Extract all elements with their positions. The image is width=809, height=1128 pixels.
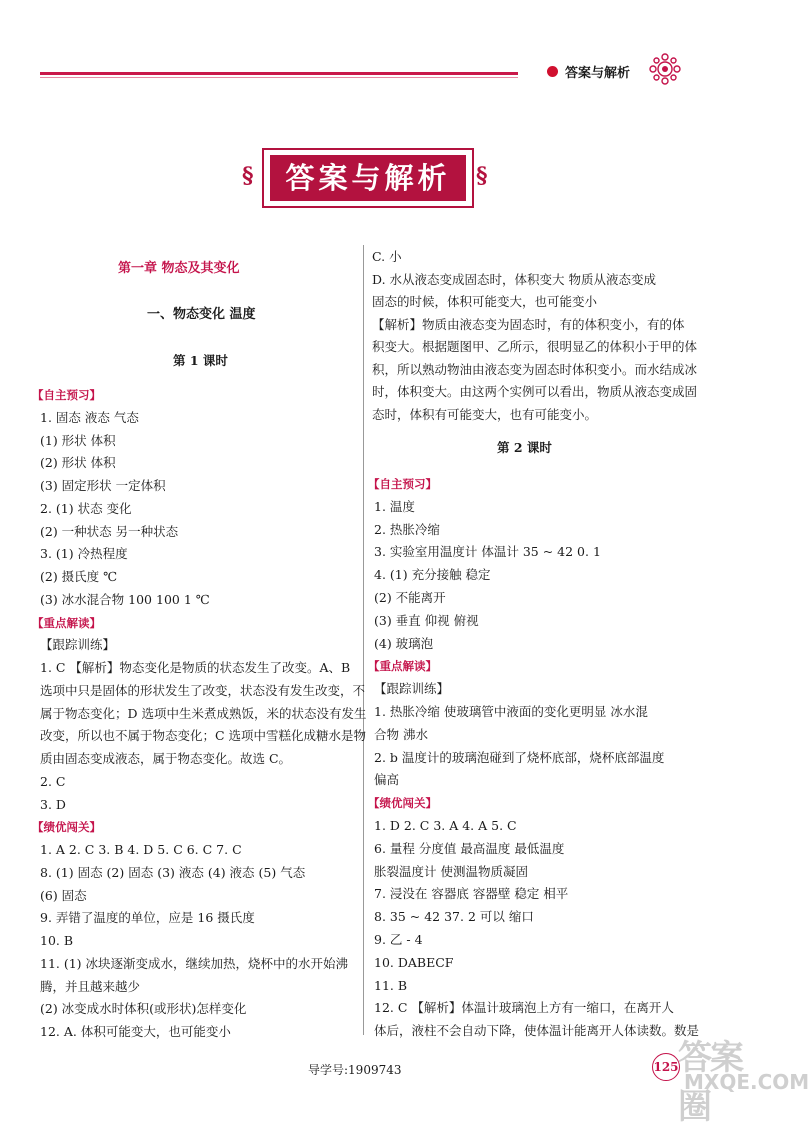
watermark-logo-sub: MXQE.COM xyxy=(684,1070,809,1094)
header-rule-thin xyxy=(40,77,518,78)
answer-line: 2. C xyxy=(40,773,66,789)
answer-line: 3. 实验室用温度计 体温计 35 ~ 42 0. 1 xyxy=(374,544,601,560)
answer-line: 8. 35 ~ 42 37. 2 可以 缩口 xyxy=(374,909,534,925)
answer-line: (2) 不能离开 xyxy=(374,590,446,605)
answer-line: D. 水从液态变成固态时，体积变大 物质从液态变成 xyxy=(372,271,656,287)
page-title: 答案与解析 xyxy=(270,155,466,201)
answer-line: (1) 形状 体积 xyxy=(40,432,116,448)
answer-line: 选项中只是固体的形状发生了改变，状态没有发生改变，不 xyxy=(40,682,366,698)
answer-line: 【解析】物质由液态变为固态时，有的体积变小，有的体 xyxy=(372,316,685,332)
section-tag: 【自主预习】 xyxy=(368,477,437,491)
answer-line: 9. 乙 - 4 xyxy=(374,932,423,947)
page-number: 125 xyxy=(652,1053,680,1081)
answer-line: 2. b 温度计的玻璃泡碰到了烧杯底部，烧杯底部温度 xyxy=(374,749,665,765)
answer-line: 【跟踪训练】 xyxy=(374,681,450,697)
answer-line: (2) 摄氏度 ℃ xyxy=(40,569,118,584)
title-banner xyxy=(262,148,474,208)
answer-line: 1. C 【解析】物态变化是物质的状态发生了改变。A、B xyxy=(40,660,351,675)
answer-line: 6. 量程 分度值 最高温度 最低温度 xyxy=(374,840,565,856)
guide-number: 导学号:1909743 xyxy=(308,1063,402,1077)
answer-line: 1. 热胀冷缩 使玻璃管中液面的变化更明显 冰水混 xyxy=(374,704,648,719)
answer-line: 2. (1) 状态 变化 xyxy=(40,500,132,516)
answer-line: (3) 固定形状 一定体积 xyxy=(40,478,166,493)
lesson-title: 第 2 课时 xyxy=(497,440,552,455)
answer-line: 3. (1) 冷热程度 xyxy=(40,546,128,562)
answer-line: 积变大。根据题图甲、乙所示，很明显乙的体积小于甲的体 xyxy=(372,339,698,354)
answer-line: (3) 冰水混合物 100 100 1 ℃ xyxy=(40,591,210,607)
answer-line: 2. 热胀冷缩 xyxy=(374,521,440,537)
answer-line: (4) 玻璃泡 xyxy=(374,635,434,651)
answer-line: 11. (1) 冰块逐渐变成水，继续加热，烧杯中的水开始沸 xyxy=(40,955,349,971)
banner-ornament-right-icon: § xyxy=(476,163,488,189)
column-divider xyxy=(363,245,364,1035)
answer-line: (6) 固态 xyxy=(40,887,87,903)
answer-line: 9. 弄错了温度的单位，应是 16 摄氏度 xyxy=(40,910,255,926)
section-title: 一、物态变化 温度 xyxy=(147,307,256,322)
answer-line: 10. DABECF xyxy=(374,954,454,970)
answer-line: 合物 沸水 xyxy=(374,726,428,742)
answer-line: 3. D xyxy=(40,796,66,812)
answer-line: 积，所以熟动物油由液态变为固态时体积变小。而水结成冰 xyxy=(372,361,698,377)
answer-line: (3) 垂直 仰视 俯视 xyxy=(374,612,479,628)
answer-line: (2) 冰变成水时体积(或形状)怎样变化 xyxy=(40,1001,247,1017)
section-tag: 【自主预习】 xyxy=(32,388,101,402)
answer-line: 胀裂温度计 使测温物质凝固 xyxy=(374,863,528,879)
answer-line: 12. C 【解析】体温计玻璃泡上方有一缩口，在离开人 xyxy=(374,1000,674,1016)
answer-line: 10. B xyxy=(40,933,74,948)
answer-line: 【跟踪训练】 xyxy=(40,637,116,653)
answer-line: 固态的时候，体积可能变大，也可能变小 xyxy=(372,294,598,309)
header-label: 答案与解析 xyxy=(565,66,631,81)
answer-line: C. 小 xyxy=(372,249,402,264)
section-tag: 【重点解读】 xyxy=(32,615,101,630)
flower-ornament-icon xyxy=(648,52,682,86)
lesson-title: 第 1 课时 xyxy=(173,353,228,368)
answer-line: 11. B xyxy=(374,977,408,993)
answer-line: 时，体积变大。由这两个实例可以看出，物质从液态变成固 xyxy=(372,384,698,399)
answer-line: 7. 浸没在 容器底 容器壁 稳定 相平 xyxy=(374,886,569,902)
answer-line: 腾，并且越来越少 xyxy=(40,978,141,994)
answer-line: 属于物态变化；D 选项中生米煮成熟饭，米的状态没有发生 xyxy=(40,705,367,721)
header-dot-icon xyxy=(547,66,558,77)
answer-line: (2) 形状 体积 xyxy=(40,455,116,471)
answer-line: 质由固态变成液态，属于物态变化。故选 C。 xyxy=(40,751,292,766)
answer-line: 偏高 xyxy=(374,772,400,788)
header-rule xyxy=(40,72,518,75)
section-tag: 【绩优闯关】 xyxy=(368,796,437,811)
answer-line: 体后，液柱不会自动下降，使体温计能离开人体读数。数是 xyxy=(374,1023,700,1039)
answer-line: 1. 温度 xyxy=(374,498,415,514)
answer-line: 1. A 2. C 3. B 4. D 5. C 6. C 7. C xyxy=(40,842,242,857)
watermark-logo: 答案圈 xyxy=(678,1038,742,1127)
section-tag: 【绩优闯关】 xyxy=(32,820,101,835)
answer-line: 态时，体积有可能变大，也有可能变小。 xyxy=(372,406,598,422)
answer-line: 4. (1) 充分接触 稳定 xyxy=(374,567,491,583)
section-tag: 【重点解读】 xyxy=(368,659,437,674)
answer-line: 8. (1) 固态 (2) 固态 (3) 液态 (4) 液态 (5) 气态 xyxy=(40,864,306,880)
banner-ornament-left-icon: § xyxy=(242,163,254,189)
answer-line: (2) 一种状态 另一种状态 xyxy=(40,523,179,539)
chapter-title: 第一章 物态及其变化 xyxy=(118,261,240,276)
answer-line: 1. D 2. C 3. A 4. A 5. C xyxy=(374,818,517,833)
answer-line: 改变，所以也不属于物态变化；C 选项中雪糕化成糖水是物 xyxy=(40,728,367,744)
answer-line: 1. 固态 液态 气态 xyxy=(40,409,139,425)
answer-line: 12. A. 体积可能变大，也可能变小 xyxy=(40,1024,231,1039)
